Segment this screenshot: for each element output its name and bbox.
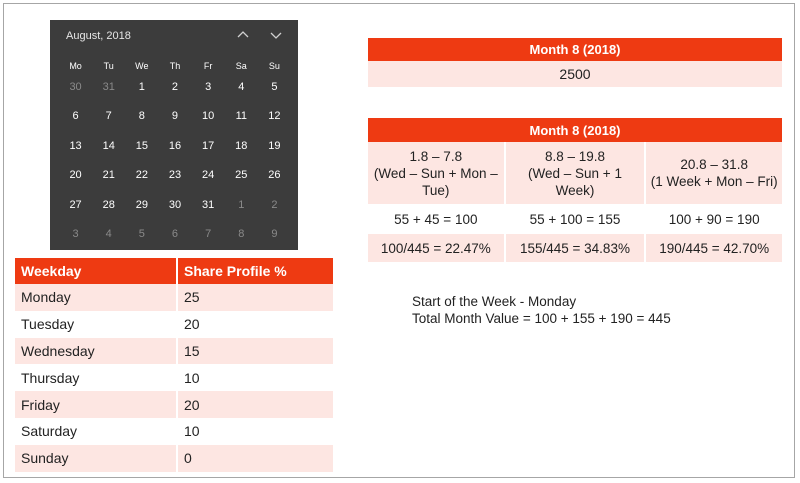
weekday-label: Mo	[69, 61, 82, 71]
period-sum-cell: 55 + 100 = 155	[505, 204, 646, 234]
calendar-day[interactable]: 20	[69, 169, 82, 182]
calendar-day[interactable]: 21	[102, 169, 115, 182]
weekday-label: Fr	[203, 61, 213, 71]
calendar-day[interactable]: 17	[202, 139, 215, 152]
calendar-day[interactable]: 6	[72, 110, 79, 123]
calendar-day[interactable]: 16	[168, 139, 182, 152]
period-share-row	[368, 234, 782, 262]
period-share-cell: 100/445 = 22.47%	[368, 234, 505, 262]
calendar-week-row	[59, 107, 291, 136]
calendar-weeks	[59, 78, 291, 254]
calendar-week-row	[59, 225, 291, 254]
calendar-day[interactable]: 15	[135, 139, 148, 152]
calendar-day[interactable]: 3	[72, 227, 79, 240]
period-range-cell: 8.8 – 19.8 (Wed – Sun + 1 Week)	[505, 142, 646, 204]
calendar-week-row	[59, 137, 291, 166]
calendar-day[interactable]: 19	[268, 139, 281, 152]
calendar-day[interactable]: 29	[135, 198, 148, 211]
week-start-note: Start of the Week - Monday	[412, 294, 577, 309]
weekday-share-table	[15, 258, 333, 472]
calendar-day[interactable]: 5	[138, 227, 145, 240]
period-sum-cell: 100 + 90 = 190	[645, 204, 782, 234]
weekday-cell: Sunday	[15, 445, 177, 472]
total-month-value-note: Total Month Value = 100 + 155 + 190 = 445	[412, 311, 671, 326]
weekday-cell: Saturday	[15, 418, 177, 445]
chevron-down-icon[interactable]	[269, 28, 283, 42]
calendar-day[interactable]: 23	[168, 169, 182, 182]
share-profile-cell: 10	[177, 364, 333, 391]
calendar-widget	[50, 20, 298, 250]
calendar-day[interactable]: 8	[238, 227, 245, 240]
calendar-week-row	[59, 196, 291, 225]
weekday-cell: Tuesday	[15, 311, 177, 338]
calendar-day[interactable]: 27	[69, 198, 82, 211]
notes-text	[412, 293, 671, 327]
calendar-header	[50, 20, 298, 50]
period-range-cell: 1.8 – 7.8 (Wed – Sun + Mon – Tue)	[368, 142, 505, 204]
calendar-month-title[interactable]: August, 2018	[66, 30, 131, 42]
period-breakdown-table	[368, 118, 782, 262]
calendar-day[interactable]: 31	[202, 198, 215, 211]
calendar-day[interactable]: 28	[102, 198, 115, 211]
weekday-cell: Friday	[15, 391, 177, 418]
calendar-day[interactable]: 1	[238, 198, 245, 211]
weekday-header-row	[59, 60, 291, 78]
calendar-day[interactable]: 22	[135, 169, 148, 182]
weekday-cell: Monday	[15, 284, 177, 311]
weekday-label: Tu	[103, 61, 114, 71]
weekday-cell: Wednesday	[15, 338, 177, 365]
month-value-header: Month 8 (2018)	[368, 38, 782, 61]
weekday-label: We	[135, 61, 149, 71]
weekday-label: Th	[169, 61, 181, 71]
column-header-share-profile: Share Profile %	[177, 258, 333, 284]
weekday-label: Su	[268, 61, 280, 71]
calendar-day[interactable]: 30	[69, 81, 82, 93]
calendar-day[interactable]: 18	[235, 139, 248, 152]
table-row	[15, 284, 333, 311]
calendar-day[interactable]: 9	[171, 110, 179, 123]
table-row	[15, 391, 333, 418]
share-profile-cell: 20	[177, 311, 333, 338]
period-range-row	[368, 142, 782, 204]
share-profile-cell: 25	[177, 284, 333, 311]
calendar-day[interactable]: 31	[102, 81, 115, 93]
calendar-day[interactable]: 13	[69, 139, 82, 152]
calendar-day[interactable]: 26	[268, 169, 281, 182]
column-header-weekday: Weekday	[15, 258, 177, 284]
period-sum-row	[368, 204, 782, 234]
share-profile-cell: 20	[177, 391, 333, 418]
table-row	[15, 445, 333, 472]
calendar-day[interactable]: 25	[235, 169, 248, 182]
table-row	[15, 311, 333, 338]
weekday-cell: Thursday	[15, 364, 177, 391]
calendar-day[interactable]: 5	[271, 81, 278, 93]
calendar-day[interactable]: 24	[202, 169, 215, 182]
weekday-label: Sa	[235, 61, 247, 71]
calendar-day[interactable]: 14	[102, 139, 115, 152]
calendar-day[interactable]: 2	[271, 198, 278, 211]
calendar-day[interactable]: 9	[271, 227, 278, 240]
calendar-day[interactable]: 2	[171, 81, 179, 93]
calendar-day[interactable]: 12	[268, 110, 281, 123]
period-share-cell: 190/445 = 42.70%	[645, 234, 782, 262]
month-value-table	[368, 38, 782, 87]
calendar-day[interactable]: 8	[138, 110, 145, 123]
share-profile-cell: 0	[177, 445, 333, 472]
calendar-week-row	[59, 78, 291, 107]
calendar-day[interactable]: 11	[235, 110, 247, 123]
chevron-up-icon[interactable]	[236, 28, 250, 42]
period-sum-cell: 55 + 45 = 100	[368, 204, 505, 234]
calendar-day[interactable]: 7	[105, 110, 112, 123]
calendar-day[interactable]: 3	[205, 81, 212, 93]
calendar-day[interactable]: 6	[171, 227, 179, 240]
calendar-day[interactable]: 4	[105, 227, 112, 240]
calendar-day[interactable]: 30	[168, 198, 182, 211]
share-profile-cell: 10	[177, 418, 333, 445]
calendar-day[interactable]: 1	[138, 81, 145, 93]
calendar-day[interactable]: 10	[202, 110, 215, 123]
table-row	[15, 364, 333, 391]
period-share-cell: 155/445 = 34.83%	[505, 234, 646, 262]
period-table-header: Month 8 (2018)	[368, 118, 782, 142]
period-table-header-row	[368, 118, 782, 142]
calendar-day[interactable]: 4	[238, 81, 245, 93]
period-range-cell: 20.8 – 31.8 (1 Week + Mon – Fri)	[645, 142, 782, 204]
share-profile-cell: 15	[177, 338, 333, 365]
calendar-grid	[59, 60, 291, 254]
table-row	[15, 418, 333, 445]
month-value-cell: 2500	[368, 61, 782, 87]
calendar-week-row	[59, 166, 291, 195]
table-row	[15, 338, 333, 365]
table-header-row	[15, 258, 333, 284]
calendar-day[interactable]: 7	[205, 227, 212, 240]
